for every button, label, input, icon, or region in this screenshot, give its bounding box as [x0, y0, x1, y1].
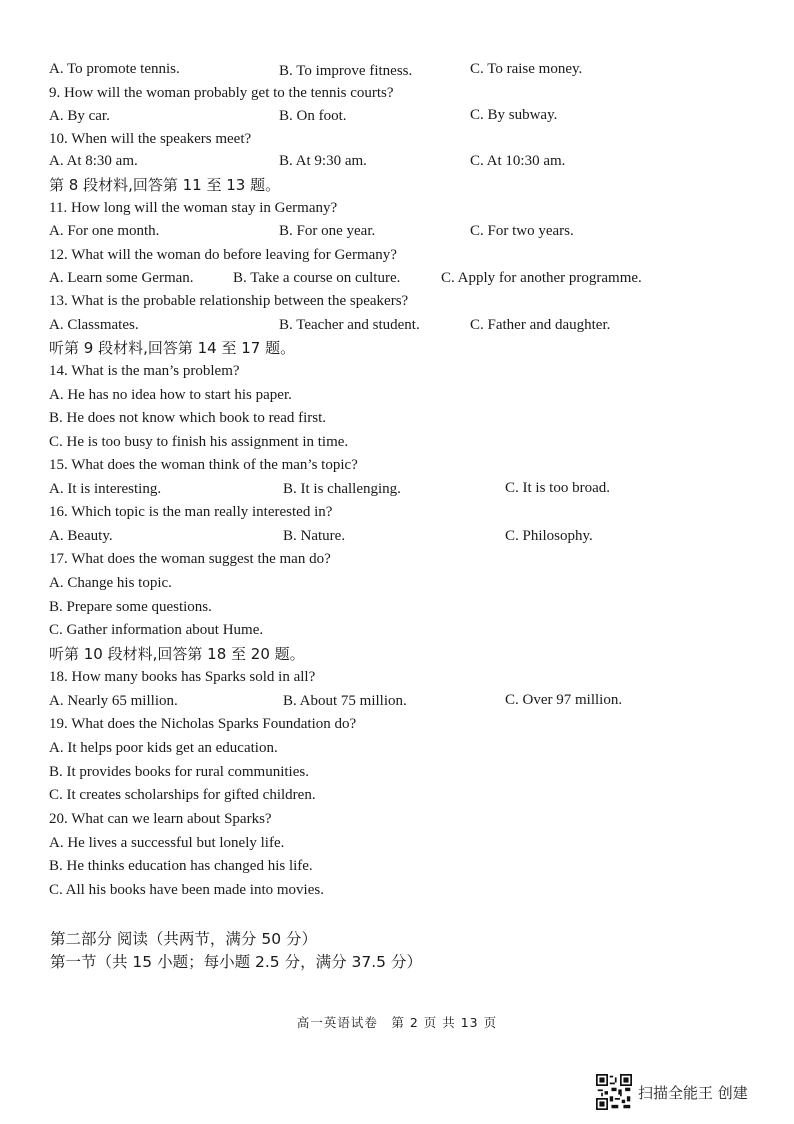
q16-option-c: C. Philosophy.: [505, 528, 593, 544]
q10-option-c: C. At 10:30 am.: [470, 153, 566, 169]
q16-option-b: B. Nature.: [283, 528, 346, 544]
q14-option-b: B. He does not know which book to read first.: [49, 410, 327, 426]
q10-option-a: A. At 8:30 am.: [49, 153, 138, 169]
q17-option-b: B. Prepare some questions.: [49, 599, 212, 615]
q12-option-b: B. Take a course on culture.: [233, 270, 401, 286]
q10-stem: 10. When will the speakers meet?: [49, 131, 252, 147]
q15-option-a: A. It is interesting.: [49, 481, 162, 497]
q13-option-b: B. Teacher and student.: [279, 317, 420, 333]
q8-option-c: C. To raise money.: [470, 61, 583, 77]
q20-option-b: B. He thinks education has changed his life.: [49, 858, 313, 874]
q13-stem: 13. What is the probable relationship between the speakers?: [49, 293, 409, 309]
q11-option-b: B. For one year.: [279, 223, 376, 239]
q17-stem: 17. What does the woman suggest the man do?: [49, 551, 331, 567]
q18-option-a: A. Nearly 65 million.: [49, 693, 178, 709]
q19-option-a: A. It helps poor kids get an education.: [49, 740, 278, 756]
q11-option-a: A. For one month.: [49, 223, 160, 239]
q14-option-c: C. He is too busy to finish his assignment in time.: [49, 434, 349, 450]
qr-code-icon: [596, 1074, 632, 1110]
q19-option-b: B. It provides books for rural communities.: [49, 764, 309, 780]
q10-option-b: B. At 9:30 am.: [279, 153, 367, 169]
q9-option-c: C. By subway.: [470, 107, 558, 123]
section-8-heading: 第 8 段材料,回答第 11 至 13 题。: [49, 176, 281, 194]
q17-option-a: A. Change his topic.: [49, 575, 172, 591]
page-footer: 高一英语试卷 第 2 页 共 13 页: [296, 1015, 498, 1030]
q18-option-c: C. Over 97 million.: [505, 692, 623, 708]
q12-stem: 12. What will the woman do before leaving for Germany?: [49, 247, 397, 263]
q20-stem: 20. What can we learn about Sparks?: [49, 811, 272, 827]
q9-option-b: B. On foot.: [279, 108, 347, 124]
q8-option-a: A. To promote tennis.: [49, 61, 180, 77]
scanner-label: 扫描全能王 创建: [638, 1083, 748, 1102]
q16-option-a: A. Beauty.: [49, 528, 113, 544]
q12-option-c: C. Apply for another programme.: [441, 270, 642, 286]
q16-stem: 16. Which topic is the man really interested in?: [49, 504, 333, 520]
scanner-watermark: [596, 1074, 748, 1110]
section-10-heading: 听第 10 段材料,回答第 18 至 20 题。: [49, 645, 305, 663]
q15-stem: 15. What does the woman think of the man’s topic?: [49, 457, 358, 473]
q14-option-a: A. He has no idea how to start his paper.: [49, 387, 292, 403]
q8-option-b: B. To improve fitness.: [279, 63, 413, 79]
q13-option-c: C. Father and daughter.: [470, 317, 611, 333]
section-1-heading: 第一节（共 15 小题；每小题 2.5 分，满分 37.5 分）: [50, 953, 422, 971]
q9-option-a: A. By car.: [49, 108, 110, 124]
q19-option-c: C. It creates scholarships for gifted children.: [49, 787, 316, 803]
q19-stem: 19. What does the Nicholas Sparks Foundation do?: [49, 716, 357, 732]
q18-stem: 18. How many books has Sparks sold in all?: [49, 669, 316, 685]
q15-option-b: B. It is challenging.: [283, 481, 401, 497]
q17-option-c: C. Gather information about Hume.: [49, 622, 264, 638]
q18-option-b: B. About 75 million.: [283, 693, 407, 709]
q20-option-a: A. He lives a successful but lonely life.: [49, 835, 285, 851]
q11-option-c: C. For two years.: [470, 223, 574, 239]
q14-stem: 14. What is the man’s problem?: [49, 363, 240, 379]
q20-option-c: C. All his books have been made into movies.: [49, 882, 324, 898]
section-9-heading: 听第 9 段材料,回答第 14 至 17 题。: [49, 339, 296, 357]
q13-option-a: A. Classmates.: [49, 317, 139, 333]
q12-option-a: A. Learn some German.: [49, 270, 194, 286]
q15-option-c: C. It is too broad.: [505, 480, 610, 496]
q9-stem: 9. How will the woman probably get to the tennis courts?: [49, 85, 394, 101]
part-2-heading: 第二部分 阅读（共两节，满分 50 分）: [50, 930, 318, 948]
q11-stem: 11. How long will the woman stay in Germany?: [49, 200, 338, 216]
